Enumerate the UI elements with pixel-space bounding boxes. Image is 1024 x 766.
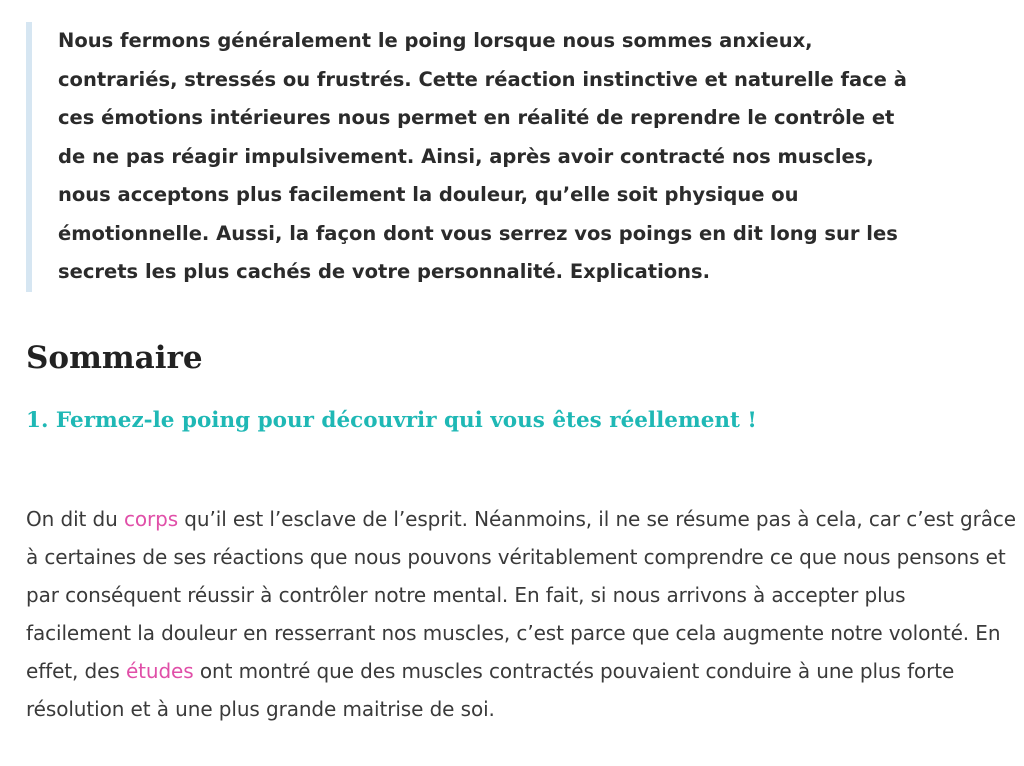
- paragraph-text-3: ont montré que des muscles contractés pouvaient conduire à une plus forte résolution et à une plus grande maitrise de soi.: [26, 659, 955, 721]
- sommaire-heading: Sommaire: [26, 340, 203, 376]
- article-paragraph: [26, 500, 1016, 728]
- paragraph-text-1: On dit du: [26, 507, 124, 531]
- intro-text: [58, 22, 1016, 292]
- intro-line-2: contrariés, stressés ou frustrés. Cette réaction instinctive et naturelle face à: [58, 67, 907, 91]
- etudes-link[interactable]: études: [125, 659, 194, 683]
- intro-blockquote: [26, 22, 1016, 292]
- intro-line-3: ces émotions intérieures nous permet en réalité de reprendre le contrôle et: [58, 106, 895, 129]
- intro-line-6: émotionnelle. Aussi, la façon dont vous serrez vos poings en dit long sur les: [58, 221, 898, 245]
- toc-item-1[interactable]: 1. Fermez-le poing pour découvrir qui vous êtes réellement !: [26, 408, 757, 433]
- intro-line-1: Nous fermons généralement le poing lorsque nous sommes anxieux,: [58, 29, 813, 52]
- intro-line-7: secrets les plus cachés de votre personnalité. Explications.: [58, 260, 711, 283]
- paragraph-text-2: qu’il est l’esclave de l’esprit. Néanmoins, il ne se résume pas à cela, car c’est grâce à certaines de ses réactions que nous pouvons véritablement comprendre ce que nous pensons et par conséquent réussir à contrôler notre mental. En fait, si nous arrivons à accepter plus facilement la douleur en resserrant nos muscles, c’est parce que cela augmente notre volonté. En effet, des: [26, 507, 1016, 683]
- intro-line-5: nous acceptons plus facilement la douleur, qu’elle soit physique ou: [58, 183, 799, 206]
- intro-line-4: de ne pas réagir impulsivement. Ainsi, après avoir contracté nos muscles,: [58, 144, 874, 168]
- corps-link[interactable]: corps: [123, 507, 179, 531]
